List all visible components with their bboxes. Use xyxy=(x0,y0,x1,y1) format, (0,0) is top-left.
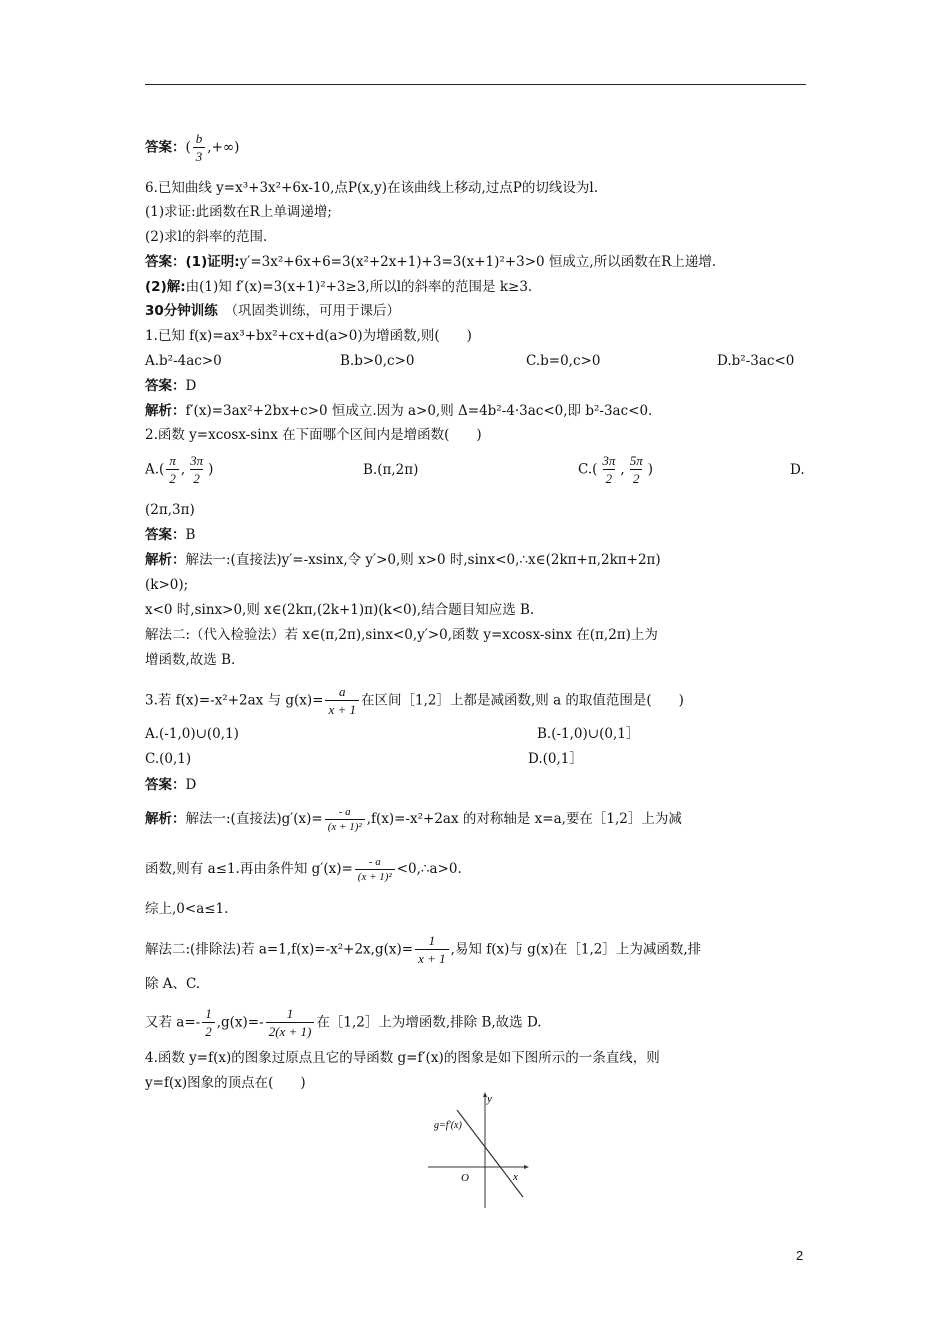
q2-option-d-label: D. xyxy=(790,462,805,478)
q3-explanation-1: 解析：解法一:(直接法)g′(x)= $\frac{- a}{\text{(x + 1)²}}$ ,f(x)=-x²+2ax 的对称轴是 x=a,要在［1,2］上为减 xyxy=(145,806,682,833)
fraction: $\frac{b}{3}$ xyxy=(193,130,206,166)
q2-option-d-value: (2π,3π) xyxy=(145,502,195,518)
fraction: $\frac{\pi}{2}$ xyxy=(166,452,179,488)
q1-option-a: A.b²-4ac>0 xyxy=(145,353,222,369)
q6-part2: (2)求l的斜率的范围. xyxy=(145,229,268,245)
page-number: 2 xyxy=(796,1248,804,1263)
section-header: 30分钟训练 （巩固类训练，可用于课后） xyxy=(145,303,401,319)
x-arrow-icon xyxy=(524,1165,529,1169)
q3-answer: 答案：D xyxy=(145,777,197,793)
function-label: g=f′(x) xyxy=(434,1120,462,1131)
y-label: y xyxy=(487,1093,492,1105)
q6-answer-2: (2)解:由(1)知 f′(x)=3(x+1)²+3≥3,所以l的斜率的范围是 k≥3. xyxy=(145,279,533,295)
q1-option-d: D.b²-3ac<0 xyxy=(717,353,795,369)
q6-part1: (1)求证:此函数在R上单调递增; xyxy=(145,204,332,220)
q2-option-b: B.(π,2π) xyxy=(363,462,419,478)
q6-answer-1: 答案：(1)证明:y′=3x²+6x+6=3(x²+2x+1)+3=3(x+1)²+3>0 恒成立,所以函数在R上递增. xyxy=(145,254,717,270)
q4-stem-2: y=f(x)图象的顶点在( ) xyxy=(145,1075,306,1091)
q2-explanation-4: 解法二:（代入检验法）若 x∈(π,2π),sinx<0,y′>0,函数 y=xcosx-sinx 在(π,2π)上为 xyxy=(145,627,658,643)
fraction: $\frac{1}{2(x + 1)}$ xyxy=(266,1005,315,1041)
header-rule xyxy=(145,84,806,85)
fraction: $\frac{1}{x + 1}$ xyxy=(415,932,449,968)
q2-option-c: C.( $\frac{3\pi}{2}$ , $\frac{5\pi}{2}$ ) xyxy=(578,453,654,486)
q2-explanation-1: 解析：解法一:(直接法)y′=-xsinx,令 y′>0,则 x>0 时,sinx<0,∴x∈(2kπ+π,2kπ+2π) xyxy=(145,552,661,568)
q2-explanation-3: x<0 时,sinx>0,则 x∈(2kπ,(2k+1)π)(k<0),结合题目知应选 B. xyxy=(145,602,535,618)
origin-label: O xyxy=(461,1172,469,1184)
x-label: x xyxy=(513,1171,518,1183)
fraction: $\frac{1}{2}$ xyxy=(202,1005,215,1041)
q6-stem: 6.已知曲线 y=x³+3x²+6x-10,点P(x,y)在该曲线上移动,过点P的切线设为l. xyxy=(145,180,599,196)
fraction: $\frac{5\pi}{2}$ xyxy=(629,453,643,486)
q3-explanation-5: 除 A、C. xyxy=(145,976,201,992)
fraction: $\frac{- a}{\text{(x + 1)²}}$ xyxy=(325,805,365,834)
fraction: $\frac{3\pi}{2}$ xyxy=(190,453,204,486)
q2-option-a: A.( $\frac{\pi}{2}$ , $\frac{3\pi}{2}$ ) xyxy=(145,453,214,486)
q2-answer: 答案：B xyxy=(145,527,196,543)
q4-stem-1: 4.函数 y=f(x)的图象过原点且它的导函数 g=f′(x)的图象是如下图所示的一条直线，则 xyxy=(145,1050,660,1066)
fraction: $\frac{- a}{\text{(x + 1)²}}$ xyxy=(355,855,395,884)
q1-explanation: 解析：f′(x)=3ax²+2bx+c>0 恒成立.因为 a>0,则 Δ=4b²-4·3ac<0,即 b²-3ac<0. xyxy=(145,403,653,419)
prev-answer: 答案：( $\frac{b}{3}$ ,+∞) xyxy=(145,131,240,164)
derivative-graph xyxy=(425,1090,535,1210)
q3-option-d: D.(0,1］ xyxy=(528,751,583,767)
q3-explanation-6: 又若 a=- $\frac{1}{2}$ ,g(x)=- $\frac{1}{2(x + 1)}$ 在［1,2］上为增函数,排除 B,故选 D. xyxy=(145,1006,542,1039)
q1-stem: 1.已知 f(x)=ax³+bx²+cx+d(a>0)为增函数,则( ) xyxy=(145,328,472,344)
q1-answer: 答案：D xyxy=(145,378,197,394)
q2-explanation-2: (k>0); xyxy=(145,577,189,593)
q1-option-c: C.b=0,c>0 xyxy=(526,353,601,369)
fraction: $\frac{a}{x + 1}$ xyxy=(325,683,359,719)
q3-stem: 3.若 f(x)=-x²+2ax 与 g(x)= $\frac{a}{x + 1}$ 在区间［1,2］上都是减函数,则 a 的取值范围是( ) xyxy=(145,684,684,717)
q3-option-c: C.(0,1) xyxy=(145,751,192,767)
q2-explanation-5: 增函数,故选 B. xyxy=(145,652,236,668)
q3-option-a: A.(-1,0)∪(0,1) xyxy=(145,726,239,742)
q3-explanation-3: 综上,0<a≤1. xyxy=(145,901,229,917)
q2-stem: 2.函数 y=xcosx-sinx 在下面哪个区间内是增函数( ) xyxy=(145,427,482,443)
q3-explanation-2: 函数,则有 a≤1.再由条件知 g′(x)= $\frac{- a}{\text{(x + 1)²}}$ <0,∴a>0. xyxy=(145,856,462,883)
q1-option-b: B.b>0,c>0 xyxy=(340,353,415,369)
fraction: $\frac{3\pi}{2}$ xyxy=(602,453,616,486)
q3-explanation-4: 解法二:(排除法)若 a=1,f(x)=-x²+2x,g(x)= $\frac{1}{x + 1}$ ,易知 f(x)与 g(x)在［1,2］上为减函数,排 xyxy=(145,933,702,966)
q3-option-b: B.(-1,0)∪(0,1］ xyxy=(537,726,640,742)
